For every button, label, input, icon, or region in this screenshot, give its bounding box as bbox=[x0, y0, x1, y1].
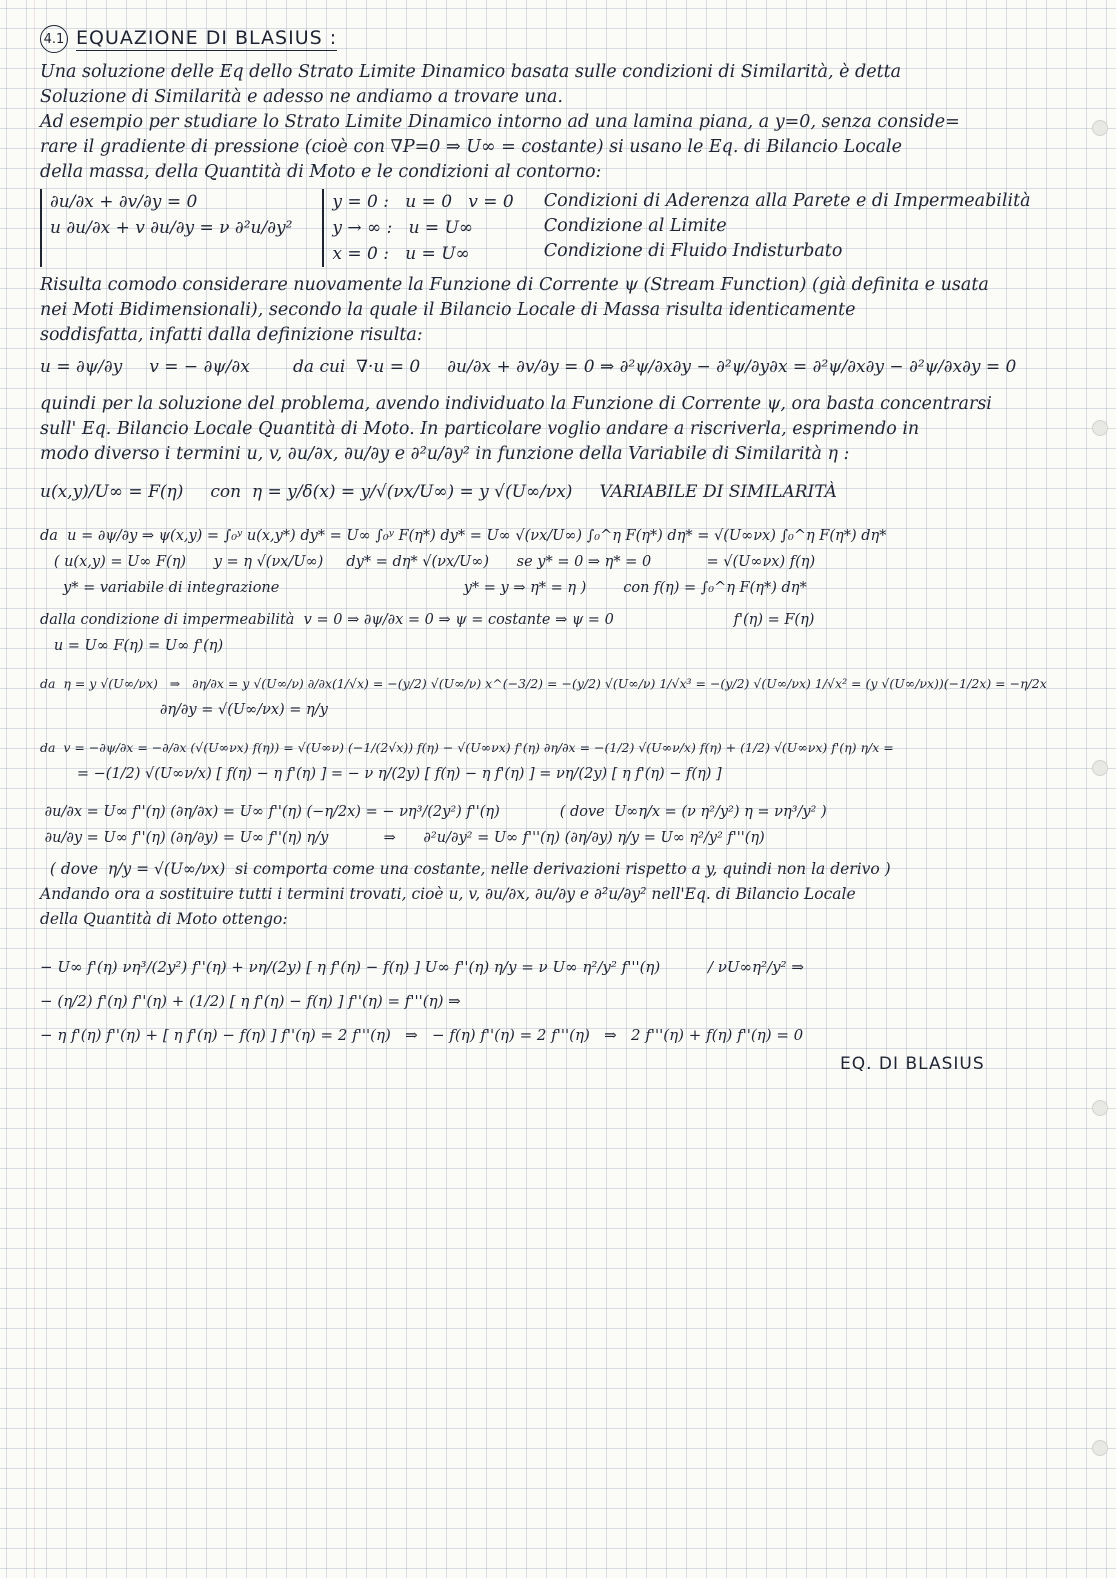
derivation-block bbox=[40, 523, 1060, 932]
final-line: − η f'(η) f''(η) + [ η f'(η) − f(η) ] f''(η) = 2 f'''(η) ⇒ − f(η) f''(η) = 2 f'''(η) ⇒ 2 f'''(η) + f(η) f''(η) = 0 bbox=[40, 1026, 804, 1044]
final-derivation bbox=[40, 950, 1060, 1052]
derivation-line: y* = variabile di integrazione y* = y ⇒ η* = η ) con f(η) = ∫₀^η F(η*) dη* bbox=[40, 580, 807, 596]
condition-description: Condizione al Limite bbox=[543, 216, 727, 236]
section-title: EQUAZIONE DI BLASIUS : bbox=[76, 27, 338, 49]
final-line: − U∞ f'(η) νη³/(2y²) f''(η) + νη/(2y) [ η f'(η) − f(η) ] U∞ f''(η) η/y = ν U∞ η²/y² f'''(η) / νU∞η²/y² ⇒ bbox=[40, 958, 804, 976]
boundary-descriptions bbox=[544, 189, 1031, 267]
blasius-equation-label: EQ. DI BLASIUS bbox=[840, 1054, 985, 1074]
text-line: modo diverso i termini u, v, ∂u/∂x, ∂u/∂y e ∂²u/∂y² in funzione della Variabile di Similarità η : bbox=[40, 444, 850, 464]
binder-hole bbox=[1092, 760, 1108, 776]
text-line: nei Moti Bidimensionali), secondo la quale il Bilancio Locale di Massa risulta identicamente bbox=[40, 300, 856, 320]
derivation-line: ∂u/∂x = U∞ f''(η) (∂η/∂x) = U∞ f''(η) (−η/2x) = − νη³/(2y²) f''(η) ( dove U∞η/x = (ν η²/y²) η = νη³/y² ) bbox=[40, 804, 827, 820]
derivation-line: ∂η/∂y = √(U∞/νx) = η/y bbox=[40, 702, 328, 718]
stream-function-paragraph bbox=[40, 273, 1060, 348]
binder-hole bbox=[1092, 120, 1108, 136]
derivation-line: da u = ∂ψ/∂y ⇒ ψ(x,y) = ∫₀ʸ u(x,y*) dy* = U∞ ∫₀ʸ F(η*) dy* = U∞ √(νx/U∞) ∫₀^η F(η*) dη* = √(U∞νx) ∫₀^η F(η*) dη* bbox=[40, 528, 887, 544]
focus-paragraph bbox=[40, 392, 1060, 467]
text-line: Risulta comodo considerare nuovamente la Funzione di Corrente ψ (Stream Function) (già definita e usata bbox=[40, 275, 989, 295]
derivation-line: da v = −∂ψ/∂x = −∂/∂x (√(U∞νx) f(η)) = √(U∞ν) (−1/(2√x)) f(η) − √(U∞νx) f'(η) ∂η/∂x = −(1/2) √(U∞ν/x) f(η) + (1/2) √(U∞νx) f'(η) η/x = bbox=[40, 740, 894, 755]
stream-function-equation: u = ∂ψ/∂y v = − ∂ψ/∂x da cui ∇·u = 0 ∂u/∂x + ∂v/∂y = 0 ⇒ ∂²ψ/∂x∂y − ∂²ψ/∂y∂x = ∂²ψ/∂x∂y − ∂²ψ/∂x∂y = 0 bbox=[40, 357, 1017, 377]
derivation-line: dalla condizione di impermeabilità v = 0 ⇒ ∂ψ/∂x = 0 ⇒ ψ = costante ⇒ ψ = 0 f'(η) = F(η) bbox=[40, 612, 815, 628]
margin-line bbox=[34, 0, 35, 1578]
similarity-variable-equation: u(x,y)/U∞ = F(η) con η = y/δ(x) = y/√(νx/U∞) = y √(U∞/νx) VARIABILE DI SIMILARITÀ bbox=[40, 482, 837, 502]
text-line: soddisfatta, infatti dalla definizione risulta: bbox=[40, 325, 423, 345]
derivation-line: ( u(x,y) = U∞ F(η) y = η √(νx/U∞) dy* = dη* √(νx/U∞) se y* = 0 ⇒ η* = 0 = √(U∞νx) f(η) bbox=[40, 554, 816, 570]
derivation-line: ∂u/∂y = U∞ f''(η) (∂η/∂y) = U∞ f''(η) η/y ⇒ ∂²u/∂y² = U∞ f'''(η) (∂η/∂y) η/y = U∞ η²/y² f'''(η) bbox=[40, 830, 765, 846]
derivation-line: ( dove η/y = √(U∞/νx) si comporta come una costante, nelle derivazioni rispetto a y, quindi non la derivo ) bbox=[40, 860, 891, 878]
binder-hole bbox=[1092, 420, 1108, 436]
boundary-condition: y → ∞ : u = U∞ bbox=[332, 218, 474, 238]
derivation-line: = −(1/2) √(U∞ν/x) [ f(η) − η f'(η) ] = − ν η/(2y) [ f(η) − η f'(η) ] = νη/(2y) [ η f'(η) − f(η) ] bbox=[40, 766, 722, 782]
text-line: quindi per la soluzione del problema, avendo individuato la Funzione di Corrente ψ, ora basta concentrarsi bbox=[40, 394, 992, 414]
boundary-condition: y = 0 : u = 0 v = 0 bbox=[332, 192, 514, 212]
binder-hole bbox=[1092, 1100, 1108, 1116]
intro-line: rare il gradiente di pressione (cioè con ∇P=0 ⇒ U∞ = costante) si usano le Eq. di Bilancio Locale bbox=[40, 137, 902, 157]
boundary-conditions bbox=[322, 189, 513, 267]
text-line: sull' Eq. Bilancio Locale Quantità di Moto. In particolare voglio andare a riscriverla, esprimendo in bbox=[40, 419, 920, 439]
equation-system bbox=[40, 189, 1060, 267]
derivation-line: della Quantità di Moto ottengo: bbox=[40, 910, 288, 928]
intro-line: Ad esempio per studiare lo Strato Limite Dinamico intorno ad una lamina piana, a y=0, senza conside= bbox=[40, 112, 960, 132]
section-number: 4.1 bbox=[40, 25, 68, 53]
intro-line: Soluzione di Similarità e adesso ne andiamo a trovare una. bbox=[40, 87, 563, 107]
intro-line: Una soluzione delle Eq dello Strato Limite Dinamico basata sulle condizioni di Similarità, è detta bbox=[40, 62, 902, 82]
derivation-line: da η = y √(U∞/νx) ⇒ ∂η/∂x = y √(U∞/ν) ∂/∂x(1/√x) = −(y/2) √(U∞/ν) x^(−3/2) = −(y/2) √(U∞/ν) 1/√x³ = −(y/2) √(U∞/νx) 1/√x² = (y √(U∞/νx))(−1/2x) = −η/2x bbox=[40, 676, 1047, 691]
momentum-equation: u ∂u/∂x + v ∂u/∂y = ν ∂²u/∂y² bbox=[50, 218, 293, 238]
derivation-line: u = U∞ F(η) = U∞ f'(η) bbox=[40, 638, 224, 654]
intro-paragraph bbox=[40, 60, 1060, 185]
derivation-line: Andando ora a sostituire tutti i termini trovati, cioè u, v, ∂u/∂x, ∂u/∂y e ∂²u/∂y² nell'Eq. di Bilancio Locale bbox=[40, 885, 856, 903]
governing-equations bbox=[40, 189, 292, 267]
condition-description: Condizioni di Aderenza alla Parete e di Impermeabilità bbox=[543, 191, 1031, 211]
binder-hole bbox=[1092, 1440, 1108, 1456]
notes-content bbox=[40, 24, 1060, 1074]
continuity-equation: ∂u/∂x + ∂v/∂y = 0 bbox=[50, 192, 198, 212]
binder-holes bbox=[1090, 0, 1110, 1578]
boundary-condition: x = 0 : u = U∞ bbox=[332, 244, 470, 264]
intro-line: della massa, della Quantità di Moto e le condizioni al contorno: bbox=[40, 162, 602, 182]
final-line: − (η/2) f'(η) f''(η) + (1/2) [ η f'(η) − f(η) ] f''(η) = f'''(η) ⇒ bbox=[40, 992, 461, 1010]
section-heading bbox=[40, 24, 1060, 54]
condition-description: Condizione di Fluido Indisturbato bbox=[543, 241, 843, 261]
